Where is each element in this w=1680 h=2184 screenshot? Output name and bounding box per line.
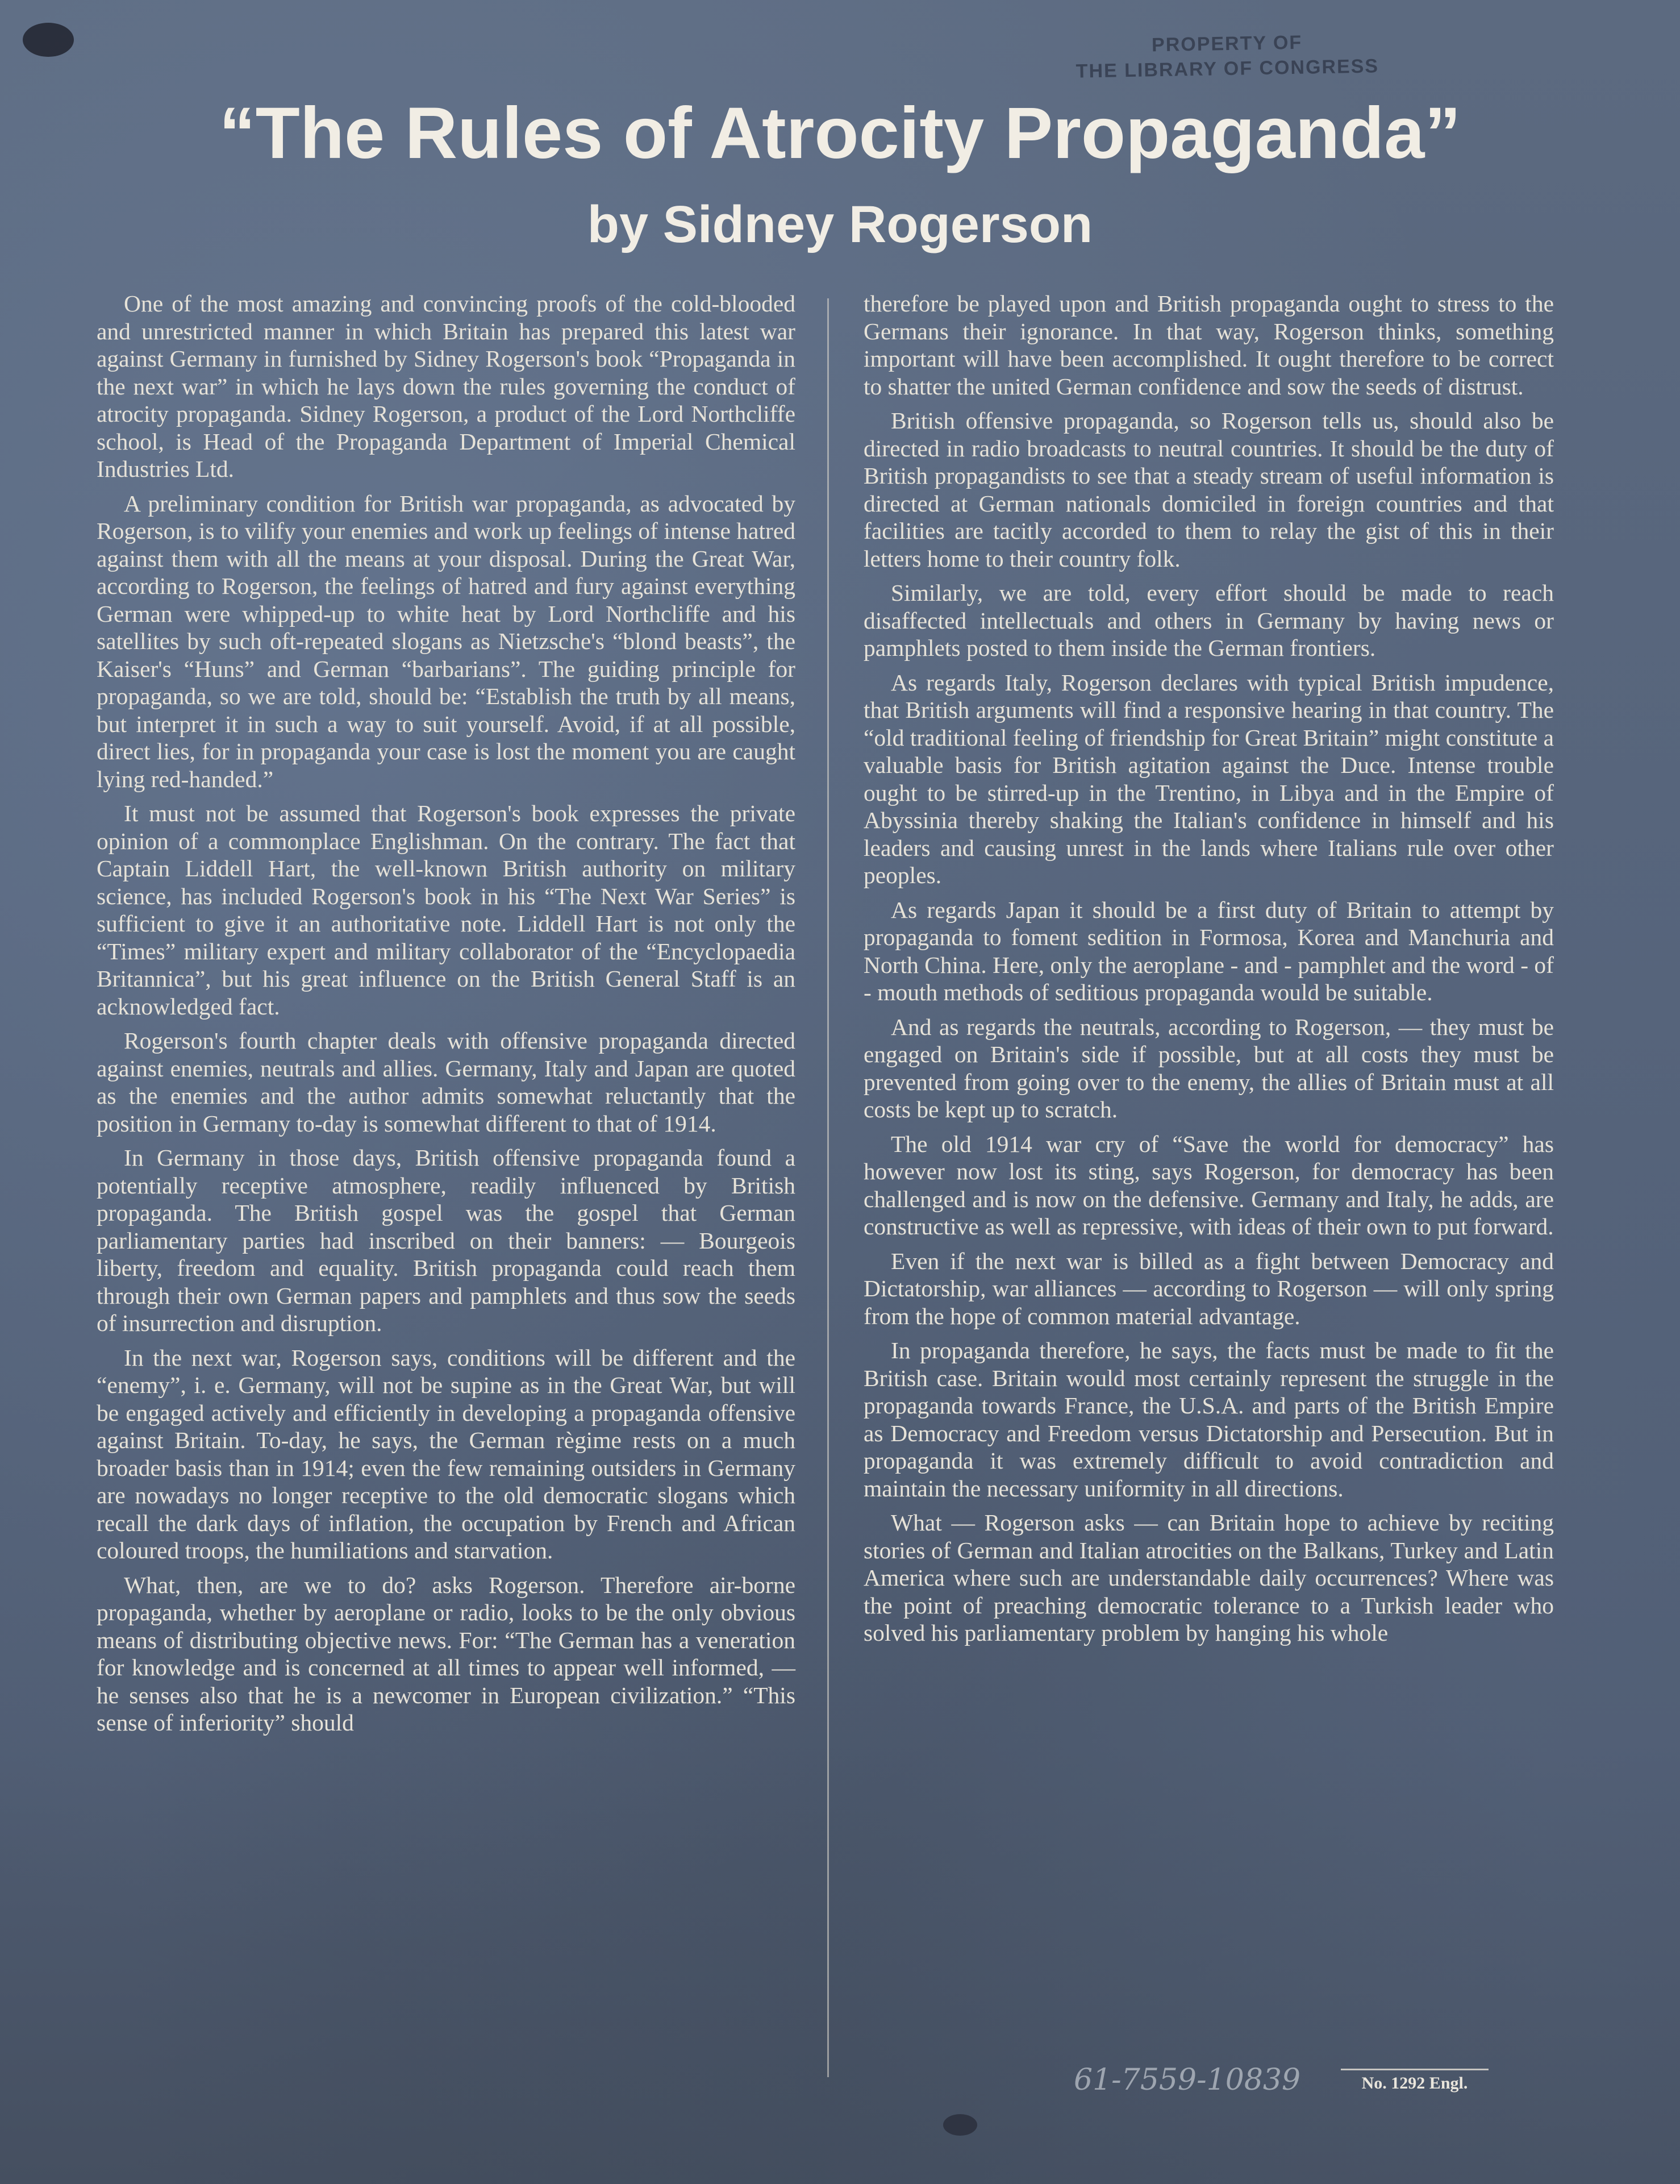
paragraph: One of the most amazing and convincing proofs of the cold-blooded and unrestricted manner in which Britain has prepared this latest war against Germany in furnished by Sidney Rogerson's book “Propaganda in the next war” in which he lays down the rules governing the conduct of atrocity propaganda. Sidney Rogerson, a product of the Lord Northcliffe school, is Head of the Propaganda Department of Imperial Chemical Industries Ltd.	[97, 290, 795, 482]
paragraph: therefore be played upon and British propaganda ought to stress to the Germans their ignorance. In that way, Rogerson thinks, something important will have been accomplished. It ought therefore to be correct to shatter the united German confidence and sow the seeds of distrust.	[864, 290, 1554, 400]
author-byline: by Sidney Rogerson	[587, 195, 1093, 253]
paragraph: In Germany in those days, British offensive propaganda found a potentially receptive atmosphere, readily influenced by British propaganda. The British gospel was the gospel that German parliamentary parties had inscribed on their banners: — Bourgeois liberty, freedom and equality. British propaganda could reach them through their own German papers and pamphlets and thus sow the seeds of insurrection and disruption.	[97, 1145, 795, 1336]
document-number: No. 1292 Engl.	[1341, 2069, 1489, 2093]
handwritten-catalog-number: 61-7559-10839	[1074, 2063, 1301, 2097]
right-column	[864, 290, 1554, 1654]
page-title: “The Rules of Atrocity Propaganda”	[219, 93, 1461, 174]
paragraph: Similarly, we are told, every effort should be made to reach disaffected intellectuals and others in Germany by having news or pamphlets posted to them inside the German frontiers.	[864, 580, 1554, 661]
paragraph: And as regards the neutrals, according to Rogerson, — they must be engaged on Britain's side if possible, but at all costs they must be prevented from going over to the enemy, the allies of Britain must at all costs be kept up to scratch.	[864, 1013, 1554, 1122]
paragraph: Rogerson's fourth chapter deals with offensive propaganda directed against enemies, neutrals and allies. Germany, Italy and Japan are quoted as the enemies and the author admits somewhat reluctantly that the position in Germany to-day is somewhat different to that of 1914.	[97, 1027, 795, 1137]
paragraph: What — Rogerson asks — can Britain hope to achieve by reciting stories of German and Italian atrocities on the Balkans, Turkey and Latin America where such are understandable daily occurrences? Where was the point of preaching democratic tolerance to a Turkish leader who solved his parliamentary problem by hanging his whole	[864, 1509, 1554, 1646]
paragraph: Even if the next war is billed as a fight between Democracy and Dictatorship, war alliances — according to Rogerson — will only spring from the hope of common material advantage.	[864, 1247, 1554, 1329]
paragraph: In propaganda therefore, he says, the facts must be made to fit the British case. Britain would most certainly represent the struggle in the propaganda towards France, the U.S.A. and parts of the British Empire as Democracy and Freedom versus Dictatorship and Persecution. But in propaganda it was extremely difficult to avoid contradiction and maintain the necessary uniformity in all directions.	[864, 1337, 1554, 1501]
paragraph: What, then, are we to do? asks Rogerson. Therefore air-borne propaganda, whether by aeroplane or radio, looks to be the only obvious means of distributing objective news. For: “The German has a veneration for knowledge and is concerned at all times to appear well informed, — he senses also that he is a newcomer in European civilization.” “This sense of inferiority” should	[97, 1571, 795, 1736]
paragraph: The old 1914 war cry of “Save the world for democracy” has however now lost its sting, says Rogerson, for democracy has been challenged and is now on the defensive. Germany and Italy, he adds, are constructive as well as repressive, with ideas of their own to put forward.	[864, 1130, 1554, 1239]
ink-spot	[943, 2114, 977, 2136]
paragraph: As regards Japan it should be a first duty of Britain to attempt by propaganda to foment sedition in Formosa, Korea and Manchuria and North China. Here, only the aeroplane - and - pamphlet and the word - of - mouth methods of seditious propaganda would be suitable.	[864, 896, 1554, 1005]
paragraph: A preliminary condition for British war propaganda, as advocated by Rogerson, is to vilify your enemies and work up feelings of intense hatred against them with all the means at your disposal. During the Great War, according to Rogerson, the feelings of hatred and fury against everything German were whipped-up to white heat by Lord Northcliffe and his satellites by such oft-repeated slogans as Nietzsche's “blond beasts”, the Kaiser's “Huns” and German “barbarians”. The guiding principle for propaganda, so we are told, should be: “Establish the truth by all means, but interpret it in such a way to suit yourself. Avoid, if at all possible, direct lies, for in propaganda your case is lost the moment you are caught lying red-handed.”	[97, 490, 795, 792]
library-stamp	[1068, 28, 1386, 84]
paragraph: As regards Italy, Rogerson declares with typical British impudence, that British arguments will find a responsive hearing in that country. The “old traditional feeling of friendship for Great Britain” might constitute a valuable basis for British agitation against the Duce. Intense trouble ought to be stirred-up in the Trentino, in Libya and in the Empire of Abyssinia thereby shaking the Italian's confidence in himself and his leaders and causing unrest in the lands where Italians rule over other peoples.	[864, 669, 1554, 888]
paragraph: British offensive propaganda, so Rogerson tells us, should also be directed in radio broadcasts to neutral countries. It should be the duty of British propagandists to see that a steady stream of useful information is directed at German nationals domiciled in foreign countries and that facilities are tacitly accorded to them to relay the gist of this in their letters home to their country folk.	[864, 407, 1554, 572]
column-divider	[827, 298, 829, 2077]
paragraph: In the next war, Rogerson says, conditions will be different and the “enemy”, i. e. Germany, will not be supine as in the Great War, but will be engaged actively and efficiently in developing a propaganda offensive against Britain. To-day, he says, the German règime rests on a much broader basis than in 1914; even the few remaining outsiders in Germany are nowadays no longer receptive to the old democratic slogans which recall the dark days of inflation, the occupation by French and African coloured troops, the humiliations and starvation.	[97, 1344, 795, 1563]
left-column	[97, 290, 795, 1744]
ink-spot	[23, 23, 74, 57]
stamp-line-1: PROPERTY OF	[1151, 31, 1303, 56]
stamp-line-2: THE LIBRARY OF CONGRESS	[1075, 55, 1379, 82]
paragraph: It must not be assumed that Rogerson's book expresses the private opinion of a commonplace Englishman. On the contrary. The fact that Captain Liddell Hart, the well-known British authority on military science, has included Rogerson's book in his “The Next War Series” is sufficient to give it an authoritative note. Liddell Hart is not only the “Times” military expert and military collaborator of the “Encyclopaedia Britannica”, but his great influence on the British General Staff is an acknowledged fact.	[97, 800, 795, 1020]
